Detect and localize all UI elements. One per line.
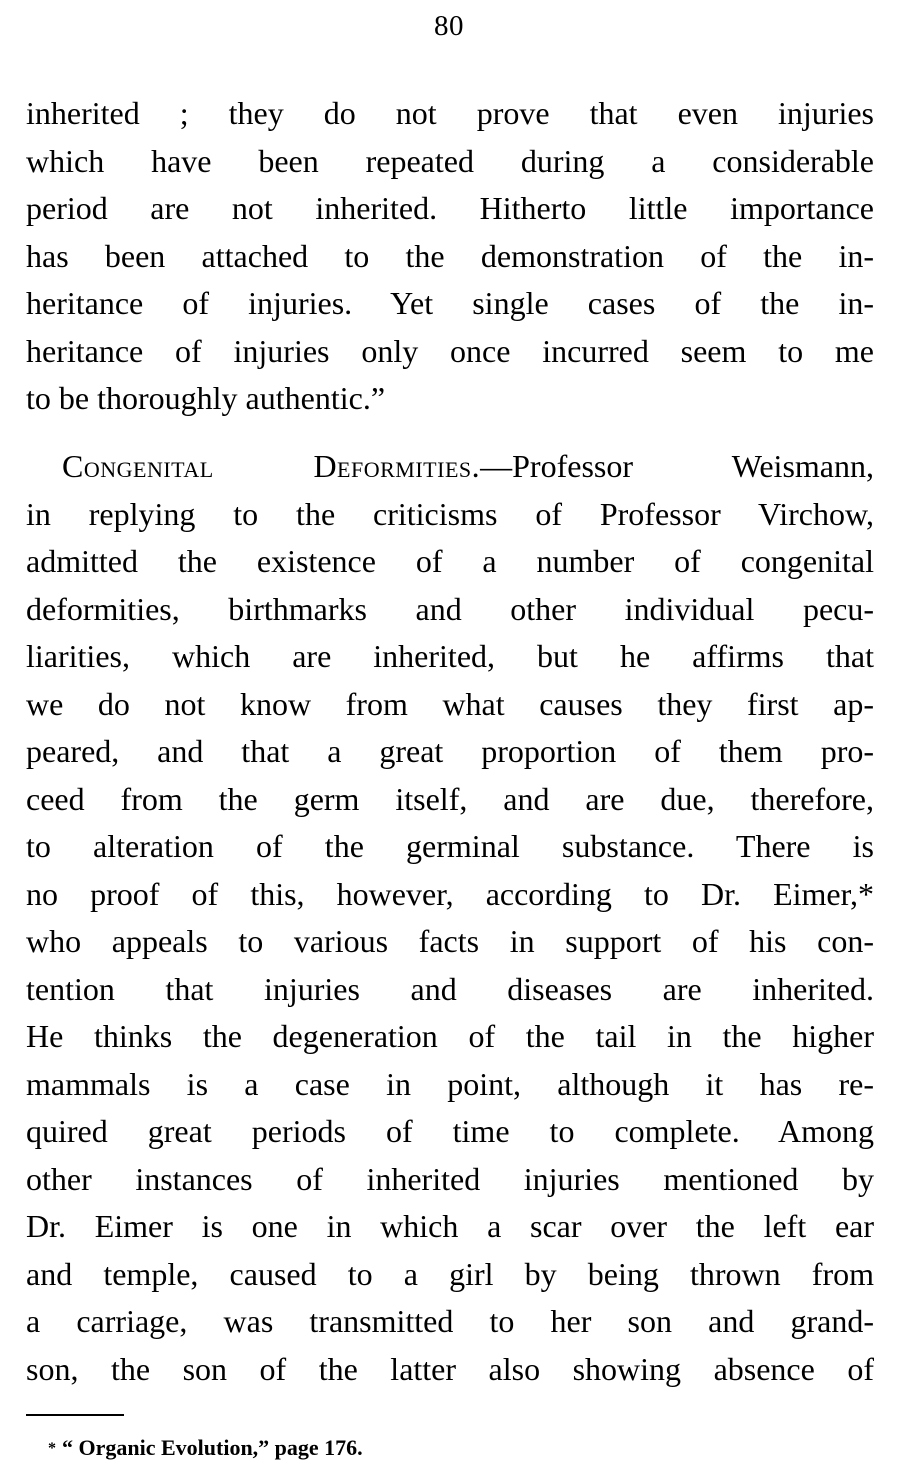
text-line: mammals is a case in point, although it has re- [26, 1065, 874, 1102]
text-line: heritance of injuries. Yet single cases of the in- [26, 285, 874, 321]
footnote-text: “ Organic Evolution,” page 176. [62, 1435, 363, 1460]
text-line: who appeals to various facts in support of his con- [26, 923, 874, 959]
text-line: admitted the existence of a number of congenital [26, 543, 874, 579]
text-line: Dr. Eimer is one in which a scar over the left ear [26, 1208, 874, 1244]
footnote-divider [26, 1414, 124, 1416]
text-line: which have been repeated during a considerable [26, 142, 874, 179]
text-line: son, the son of the latter also showing absence of [26, 1350, 874, 1387]
text-line: He thinks the degeneration of the tail in the higher [26, 1018, 874, 1054]
text-line: period are not inherited. Hitherto little importance [26, 190, 874, 226]
paragraph-congenital-deformities [26, 443, 874, 1393]
text-line: heritance of injuries only once incurred seem to me [26, 332, 874, 369]
text-line: inherited ; they do not prove that even injuries [26, 95, 874, 131]
text-line: to alteration of the germinal substance. There is [26, 828, 874, 864]
footnote [48, 1432, 363, 1465]
page-number: 80 [434, 10, 464, 42]
text-line: has been attached to the demonstration of the in- [26, 237, 874, 274]
text-line: and temple, caused to a girl by being thrown from [26, 1255, 874, 1292]
text-line: peared, and that a great proportion of them pro- [26, 733, 874, 769]
text-line: other instances of inherited injuries mentioned by [26, 1160, 874, 1197]
text-line: tention that injuries and diseases are inherited. [26, 970, 874, 1007]
text-line: liarities, which are inherited, but he affirms that [26, 638, 874, 674]
footnote-marker: * [48, 1440, 56, 1457]
paragraph-first-line [26, 443, 874, 491]
text-line: to be thoroughly authentic.” [26, 380, 386, 416]
text-line: ceed from the germ itself, and are due, therefore, [26, 780, 874, 817]
text-line: we do not know from what causes they first ap- [26, 685, 874, 722]
text-line: deformities, birthmarks and other individual pecu- [26, 590, 874, 627]
heading-continuation: —Professor Weismann, [480, 448, 874, 484]
text-line: quired great periods of time to complete. Among [26, 1113, 874, 1149]
paragraph-continued [26, 90, 874, 423]
text-line: a carriage, was transmitted to her son and grand- [26, 1303, 874, 1339]
text-line: no proof of this, however, according to Dr. Eimer,* [26, 875, 874, 912]
section-heading: Congenital Deformities. [62, 448, 481, 484]
text-line: in replying to the criticisms of Professor Virchow, [26, 495, 874, 532]
